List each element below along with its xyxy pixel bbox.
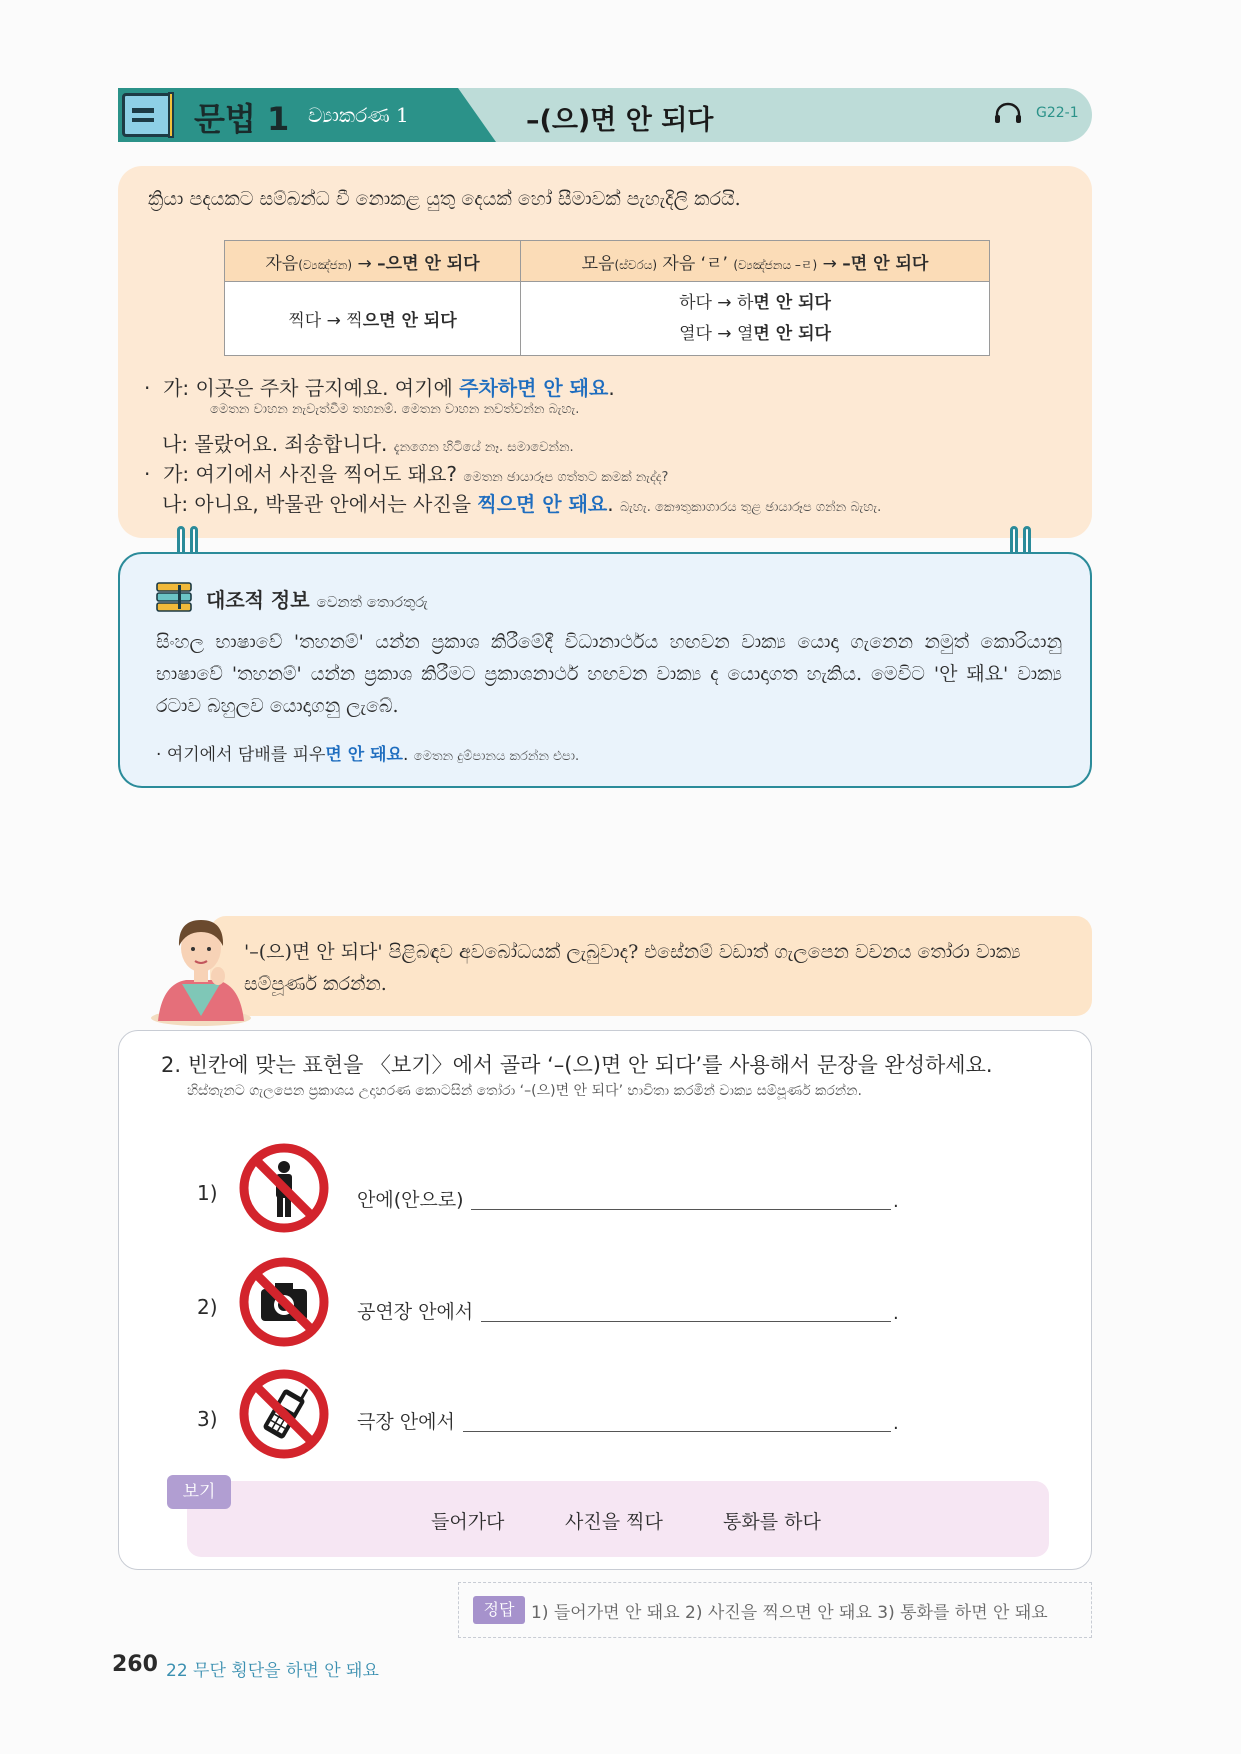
sentence-end: . — [893, 1191, 899, 1212]
sentence-lead: 공연장 안에서 — [357, 1301, 474, 1323]
example-word: 들어가다 — [431, 1511, 505, 1533]
sentence-lead: 안에(안으로) — [357, 1189, 464, 1211]
sentence-end: . — [893, 1303, 899, 1324]
example-word: 사진을 찍다 — [565, 1511, 663, 1533]
section-subtitle: ව්‍යාකරණ 1 — [308, 103, 409, 127]
grammar-explanation-box — [118, 166, 1092, 538]
no-phone-icon — [239, 1369, 329, 1459]
answer-text: 1) 들어가면 안 돼요 2) 사진을 찍으면 안 돼요 3) 통화를 하면 안 돼요 — [531, 1603, 1048, 1623]
no-entry-person-icon — [239, 1143, 329, 1233]
chapter-title: 22 무단 횡단을 하면 안 돼요 — [166, 1661, 379, 1681]
answer-blank[interactable] — [471, 1209, 891, 1210]
sentence-lead: 극장 안에서 — [357, 1411, 455, 1433]
pencil-icon — [168, 92, 174, 138]
example-box-label: 보기 — [167, 1475, 231, 1509]
section-header — [118, 88, 1092, 142]
example-word-box — [182, 1481, 1049, 1557]
teacher-illustration — [146, 906, 256, 1026]
contrastive-info-box — [118, 552, 1092, 788]
contrast-title: 대조적 정보 වෙනත් තොරතුරු — [206, 588, 428, 612]
book-pencil-icon — [122, 93, 174, 137]
sentence-end: . — [893, 1413, 899, 1434]
audio-track-code[interactable]: G22-1 — [1036, 105, 1079, 121]
books-icon — [156, 582, 192, 612]
item-number: 1) — [197, 1181, 218, 1205]
page-number: 260 — [112, 1652, 158, 1677]
example-word: 통화를 하다 — [723, 1511, 821, 1533]
exercise-box — [118, 1030, 1092, 1570]
contrast-example: · 여기에서 담배를 피우면 안 돼요. මෙතන දුම්පානය කරන්න එපා. — [156, 745, 580, 765]
answer-blank[interactable] — [481, 1321, 891, 1322]
conjugation-table — [224, 240, 990, 356]
grammar-intro: ක්‍රියා පදයකට සම්බන්ධ වී නොකළ යුතු දෙයක් හෝ සීමාවක් පැහැදිලි කරයි. — [148, 188, 741, 210]
teacher-instruction: '–(으)면 안 되다' පිළිබඳව අවබෝධයක් ලැබුවාද? එසේනම් වඩාත් ගැලපෙන වචනය තෝරා වාක්‍ය සම්පූර්ණ කරන්න. — [244, 941, 1021, 995]
example-line: 나: 몰랐어요. 죄송합니다. දැනගෙන හිටියේ නෑ. සමාවෙන්න. — [162, 432, 574, 456]
exercise-title: 2. 빈칸에 맞는 표현을 〈보기〉에서 골라 ‘–(으)면 안 되다’를 사용해서 문장을 완성하세요. — [161, 1053, 993, 1077]
example-line: 나: 아니요, 박물관 안에서는 사진을 찍으면 안 돼요. බැහැ. කෞතුකාගාරය තුළ ඡායාරූප ගන්න බැහැ. — [162, 492, 882, 516]
no-camera-icon — [239, 1257, 329, 1347]
exercise-subtitle: හිස්තැනට ගැලපෙන ප්‍රකාශය උදාහරණ කොටසින් තෝරා ‘–(으)면 안 되다’ භාවිතා කරමින් වාක්‍ය සම්පූර්ණ කරන්න. — [187, 1083, 862, 1099]
contrast-body: සිංහල භාෂාවේ 'තහනම්' යන්න ප්‍රකාශ කිරීමේදී විධානාර්ථය හඟවන වාක්‍ය යොදා ගැනෙන නමුත් කොරියානු භාෂාවේ 'තහනම්' යන්න ප්‍රකාශ කිරීමට ප්‍රකාශනාර්ථ හඟවන වාක්‍ය ද යොදාගත හැකිය. මෙවිට '안 돼요' වාක්‍ය රටාව බහුලව යොදාගනු ලැබේ. — [156, 631, 1062, 717]
example-line: · 가: 이곳은 주차 금지예요. 여기에 주차하면 안 돼요. — [144, 376, 615, 400]
header-dark-band — [118, 88, 496, 142]
section-title: 문법 1 — [194, 100, 290, 138]
item-number: 2) — [197, 1295, 218, 1319]
table-cell-vowel: 하다 → 하면 안 되다 열다 → 열면 안 되다 — [521, 282, 990, 356]
teacher-speech-bubble — [210, 916, 1092, 1016]
example-translation: මෙතන වාහන නැවැත්වීම තහනම්. මෙතන වාහන නවත්වන්න බැහැ. — [210, 402, 580, 417]
answer-label: 정답 — [473, 1596, 525, 1624]
headphones-icon[interactable] — [994, 102, 1022, 124]
answer-key-box — [458, 1582, 1092, 1638]
table-header-consonant: 자음(ව්‍යඤ්ජන) → –으면 안 되다 — [225, 241, 521, 282]
table-cell-consonant: 찍다 → 찍으면 안 되다 — [225, 282, 521, 356]
answer-blank[interactable] — [463, 1431, 891, 1432]
example-line: · 가: 여기에서 사진을 찍어도 돼요? මෙතන ඡායාරූප ගත්තට කමක් නැද්ද? — [144, 462, 669, 486]
grammar-pattern: –(으)면 안 되다 — [526, 105, 714, 136]
table-header-vowel: 모음(ස්වරය) 자음 ‘ㄹ’ (ව්‍යඤ්ජනය –ㄹ) → –면 안 되다 — [521, 241, 990, 282]
item-number: 3) — [197, 1407, 218, 1431]
